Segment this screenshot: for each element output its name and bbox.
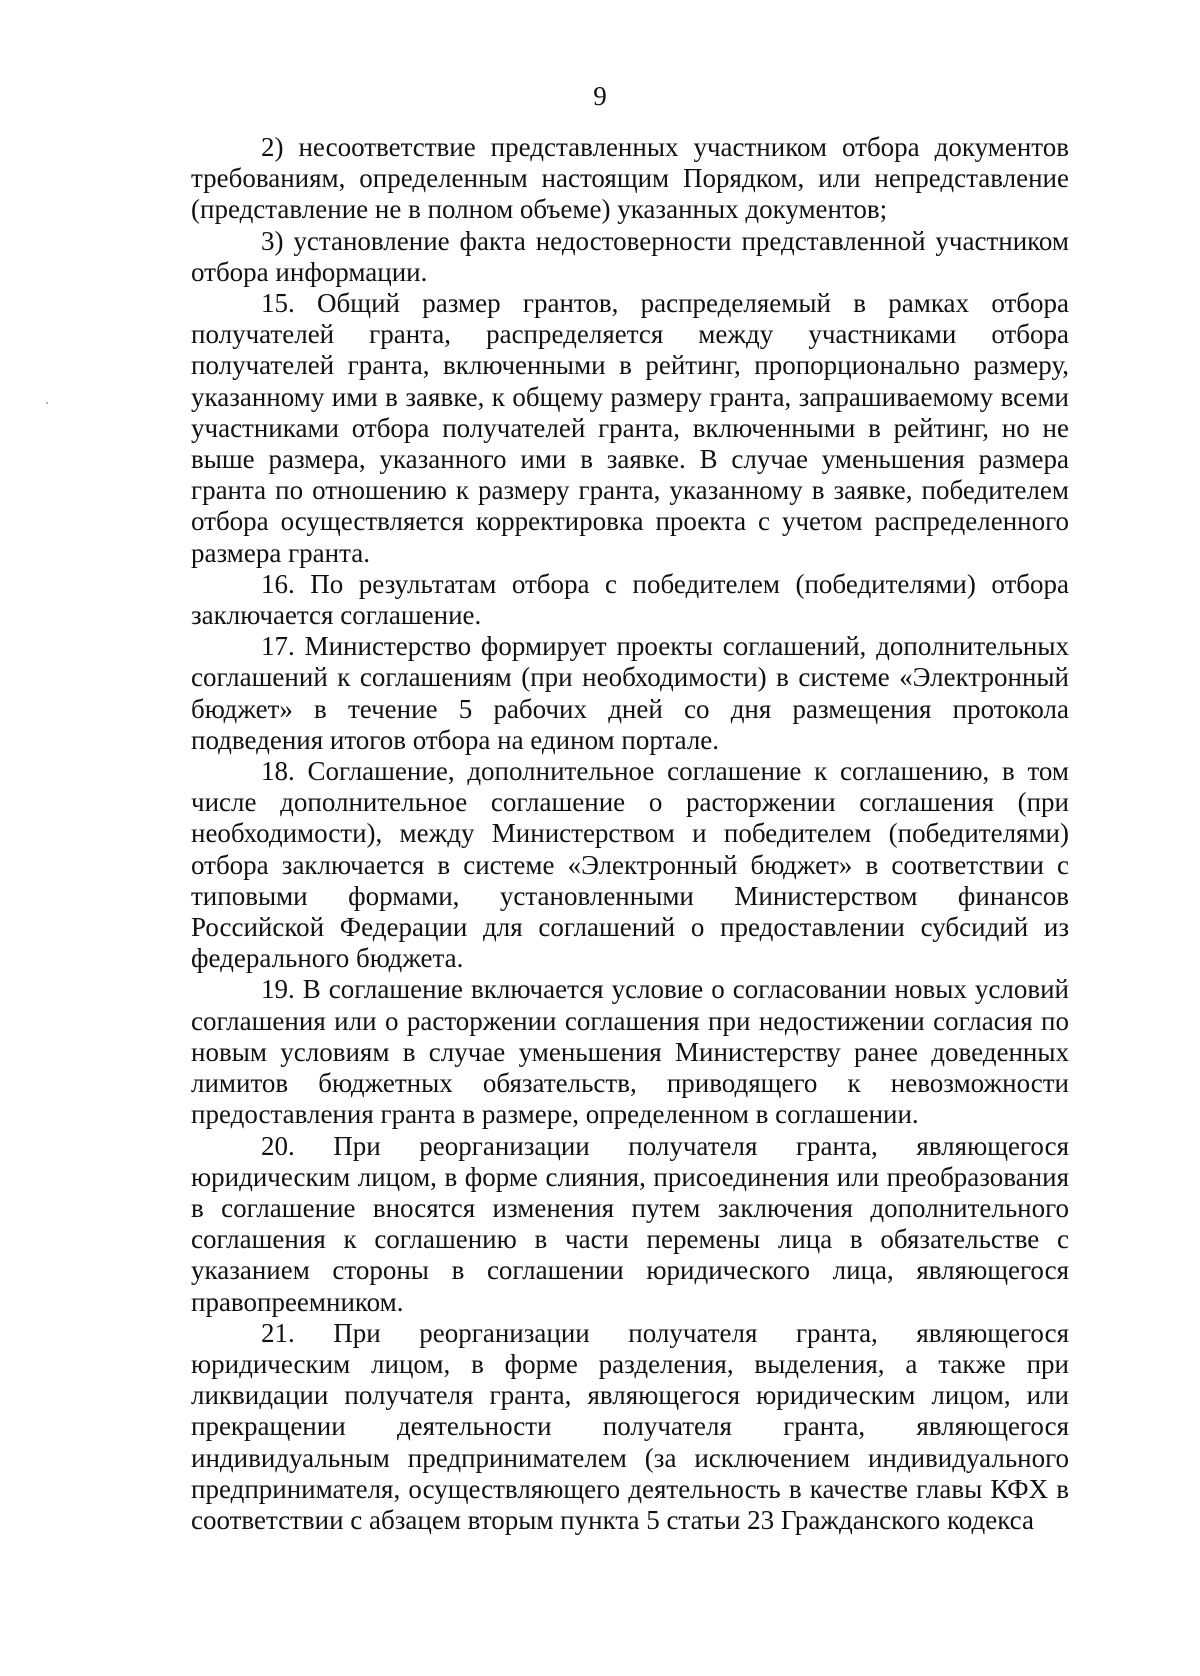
paragraph-clause-20: 20. При реорганизации получателя гранта, являющегося юридическим лицом, в форме слияния, присоединения или преобразования в соглашение вносятся изменения путем заключения дополнительного соглашения к соглашению в части перемены лица в обязательстве с указанием стороны в соглашении юридического лица, являющегося правопреемником. [191,1130,1069,1317]
paragraph-clause-17: 17. Министерство формирует проекты соглашений, дополнительных соглашений к соглашениям (при необходимости) в системе «Электронный бюджет» в течение 5 рабочих дней со дня размещения протокола подведения итогов отбора на едином портале. [191,631,1069,755]
paragraph-clause-18: 18. Соглашение, дополнительное соглашение к соглашению, в том числе дополнительное соглашение о расторжении соглашения (при необходимости), между Министерством и победителем (победителями) отбора заключается в системе «Электронный бюджет» в соответствии с типовыми формами, установленными Министерством финансов Российской Федерации для соглашений о предоставлении субсидий из федерального бюджета. [191,756,1069,974]
page-number: 9 [593,81,607,111]
paragraph-clause-19: 19. В соглашение включается условие о согласовании новых условий соглашения или о расторжении соглашения при недостижении согласия по новым условиям в случае уменьшения Министерству ранее доведенных лимитов бюджетных обязательств, приводящего к невозможности предоставления гранта в размере, определенном в соглашении. [191,974,1069,1130]
scan-speck [46,402,48,404]
paragraph-clause-21: 21. При реорганизации получателя гранта, являющегося юридическим лицом, в форме разделения, выделения, а также при ликвидации получателя гранта, являющегося юридическим лицом, или прекращении деятельности получателя гранта, являющегося индивидуальным предпринимателем (за исключением индивидуального предпринимателя, осуществляющего деятельность в качестве главы КФХ в соответствии с абзацем вторым пункта 5 статьи 23 Гражданского кодекса [191,1317,1069,1535]
paragraph-clause-14-item-2: 2) несоответствие представленных участником отбора документов требованиям, определенным настоящим Порядком, или непредставление (представление не в полном объеме) указанных документов; [191,132,1069,225]
paragraph-clause-15: 15. Общий размер грантов, распределяемый в рамках отбора получателей гранта, распределяется между участниками отбора получателей гранта, включенными в рейтинг, пропорционально размеру, указанному ими в заявке, к общему размеру гранта, запрашиваемому всеми участниками отбора получателей гранта, включенными в рейтинг, но не выше размера, указанного ими в заявке. В случае уменьшения размера гранта по отношению к размеру гранта, указанному в заявке, победителем отбора осуществляется корректировка проекта с учетом распределенного размера гранта. [191,288,1069,568]
paragraph-clause-14-item-3: 3) установление факта недостоверности представленной участником отбора информации. [191,225,1069,287]
paragraph-clause-16: 16. По результатам отбора с победителем (победителями) отбора заключается соглашение. [191,568,1069,631]
document-body [191,132,1069,1536]
